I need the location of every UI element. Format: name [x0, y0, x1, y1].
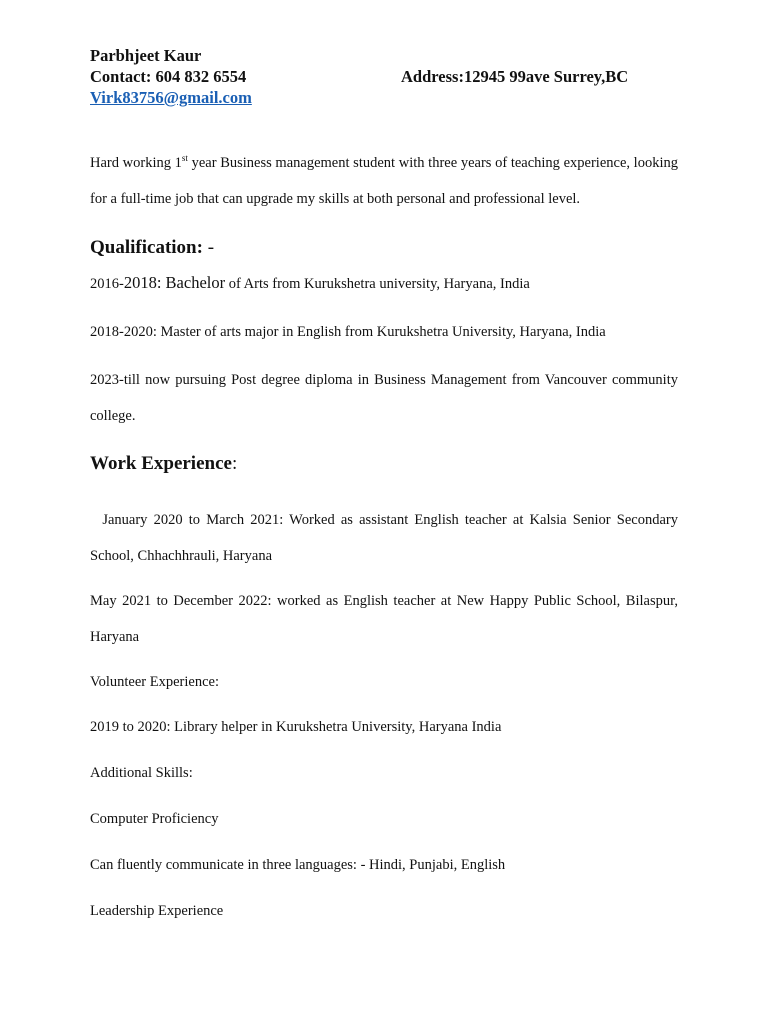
skills-heading: Additional Skills:	[90, 765, 193, 781]
qualification-degree-rest: of Arts from Kurukshetra university, Haryana, India	[225, 276, 530, 292]
work-experience-heading	[90, 453, 237, 475]
contact-address: Address:12945 99ave Surrey,BC	[401, 67, 629, 86]
qualification-item-3: 2023-till now pursuing Post degree diploma in Business Management from Vancouver community college.	[90, 372, 678, 424]
qualification-heading-suffix: -	[207, 237, 215, 258]
candidate-name: Parbhjeet Kaur	[90, 46, 202, 65]
work-heading-suffix: :	[231, 453, 238, 474]
summary-text-rest: year Business management student with three years of teaching experience, looking for a full-time job that can upgrade my skills at both personal and professional level.	[90, 155, 678, 207]
skill-item-3: Leadership Experience	[90, 903, 224, 919]
volunteer-heading: Volunteer Experience:	[90, 674, 219, 690]
skill-item-2: Can fluently communicate in three languages: - Hindi, Punjabi, English	[90, 857, 506, 873]
qualification-item-1	[90, 273, 530, 293]
qualification-heading	[90, 237, 214, 259]
volunteer-item: 2019 to 2020: Library helper in Kurukshetra University, Haryana India	[90, 719, 502, 735]
work-item-1: January 2020 to March 2021: Worked as assistant English teacher at Kalsia Senior Secondary School, Chhachhrauli, Haryana	[90, 512, 682, 564]
skill-item-1: Computer Proficiency	[90, 811, 219, 827]
summary-superscript: st	[181, 153, 188, 163]
qualification-degree-lead: 2018: Bachelor	[123, 273, 226, 292]
work-item-2: May 2021 to December 2022: worked as English teacher at New Happy Public School, Bilaspur, Haryana	[90, 593, 678, 645]
work-heading-text: Work Experience	[90, 453, 232, 474]
contact-phone: Contact: 604 832 6554	[90, 67, 247, 86]
email-link[interactable]: Virk83756@gmail.com	[90, 88, 252, 107]
summary-text-start: Hard working 1	[90, 155, 182, 171]
qualification-item-2: 2018-2020: Master of arts major in English from Kurukshetra University, Haryana, India	[90, 324, 606, 340]
summary-paragraph	[90, 145, 678, 217]
qualification-heading-text: Qualification:	[90, 237, 208, 258]
qualification-years: 2016-	[90, 276, 124, 292]
